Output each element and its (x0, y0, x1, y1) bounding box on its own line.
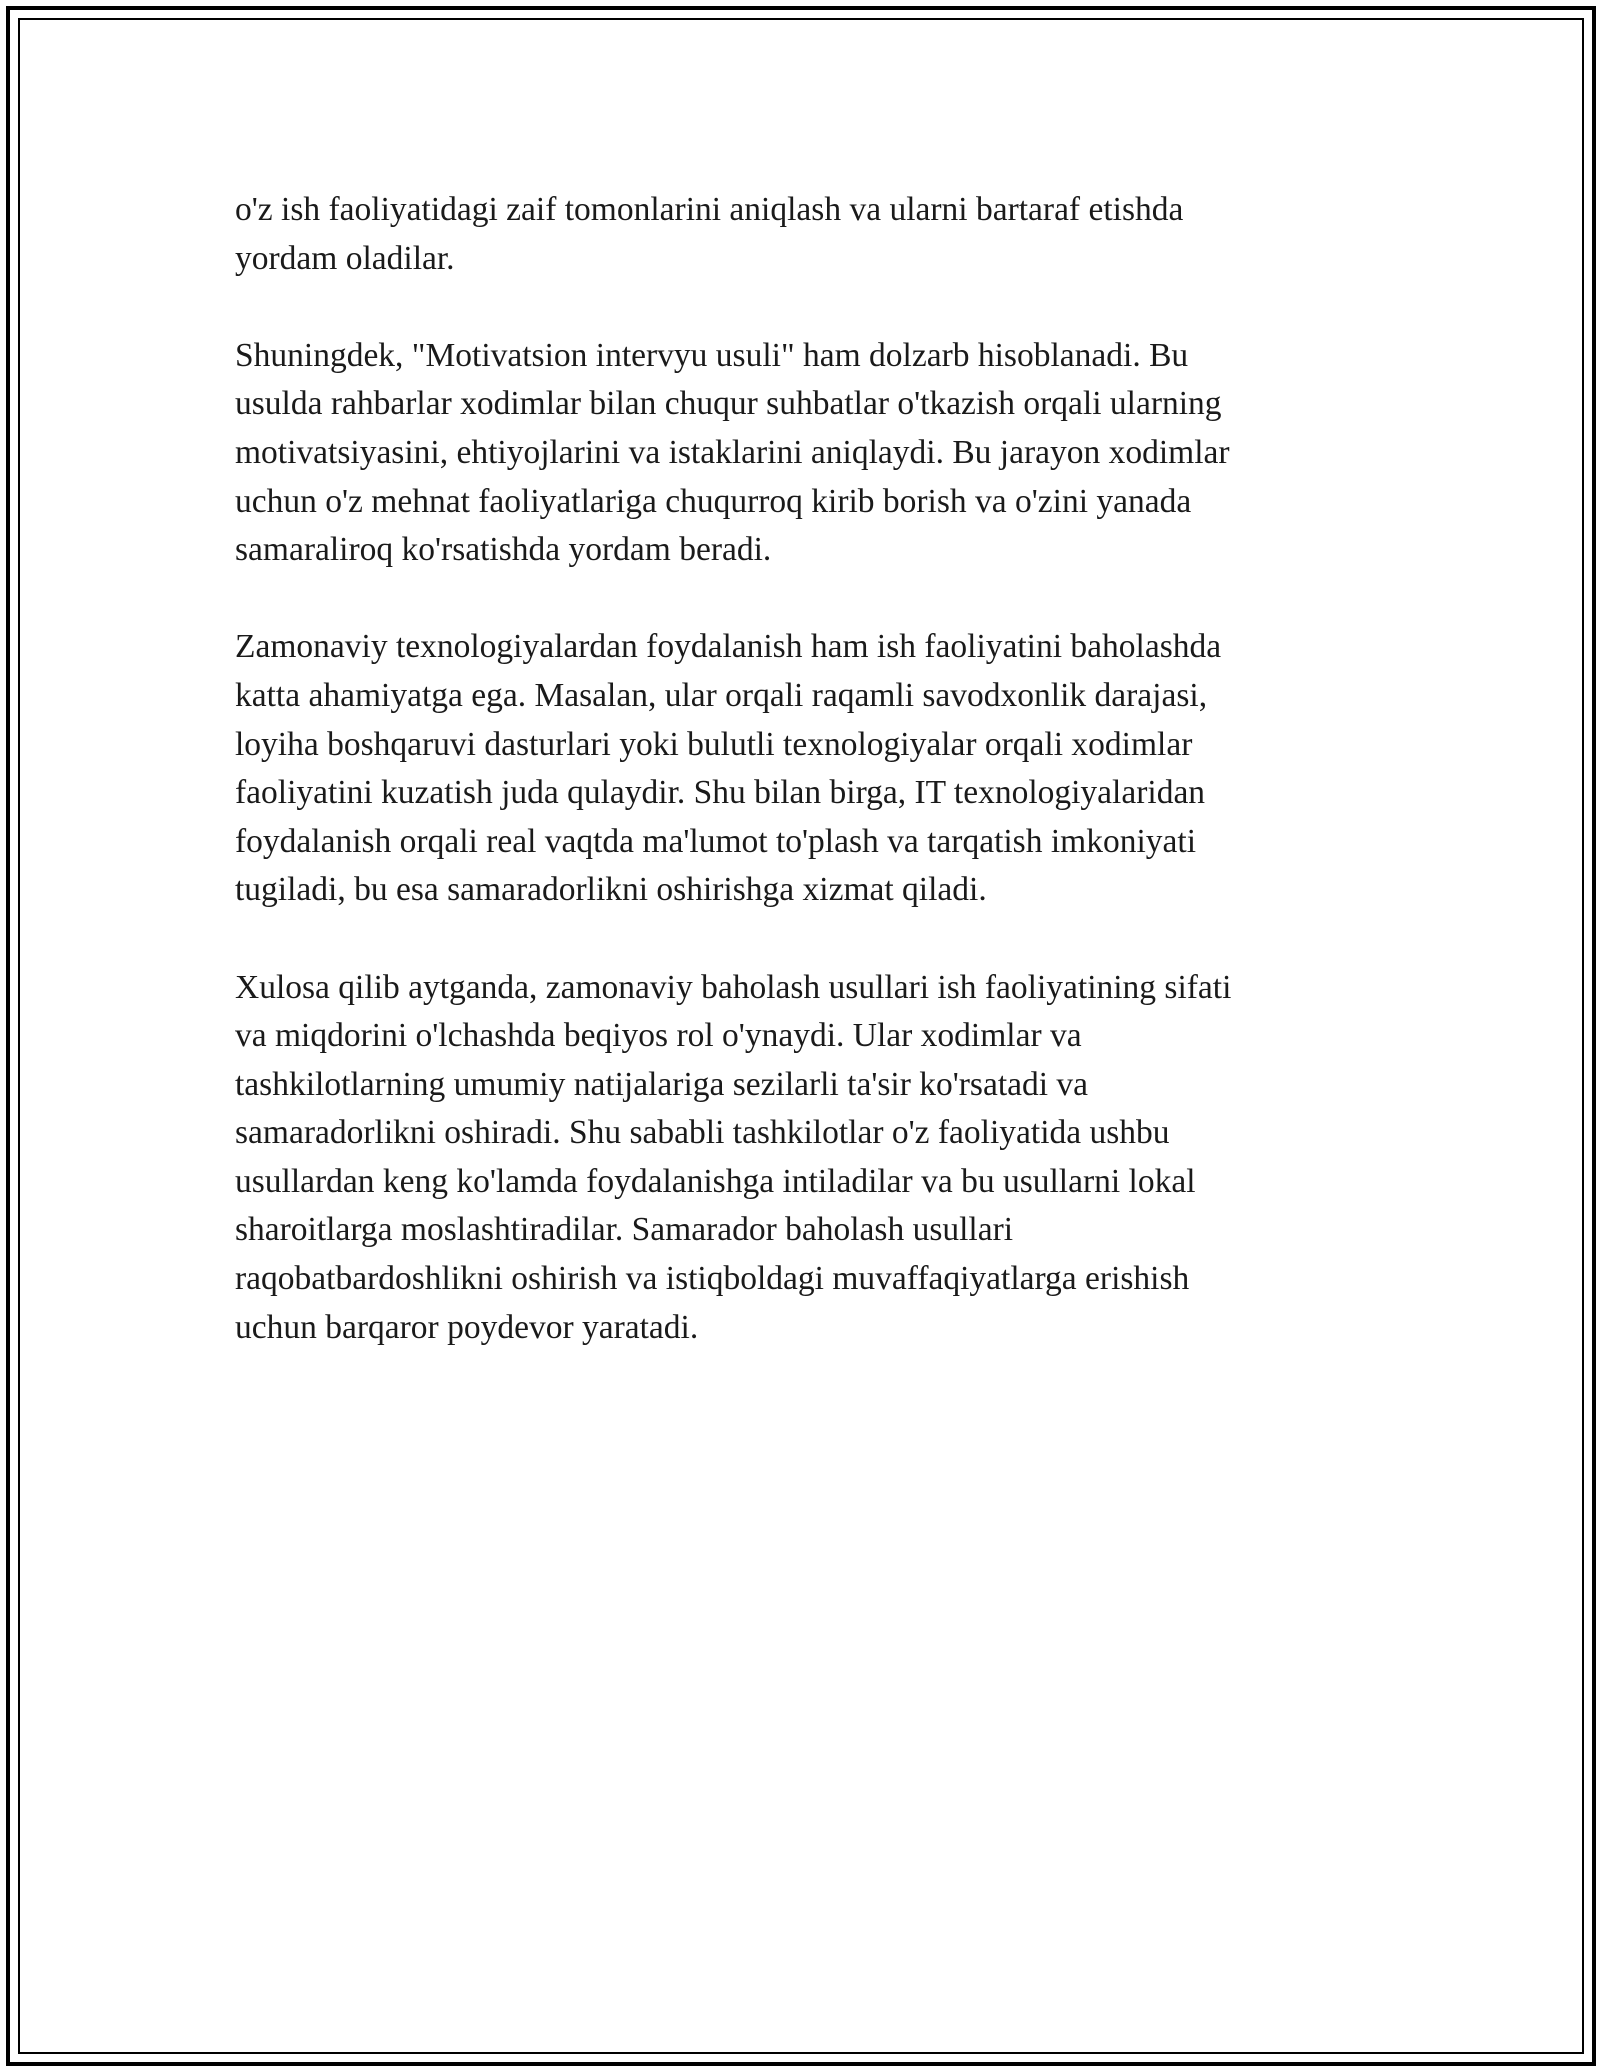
paragraph-1: o'z ish faoliyatidagi zaif tomonlarini aniqlash va ularni bartaraf etishda yordam oladilar. (235, 191, 1184, 277)
paragraph-4: Xulosa qilib aytganda, zamonaviy baholash usullari ish faoliyatining sifati va miqdorini o'lchashda beqiyos rol o'ynaydi. Ular xodimlar va tashkilotlarning umumiy natijalariga sezilarli ta'sir ko'rsatadi va samaradorlikni oshiradi. Shu sababli tashkilotlar o'z faoliyatida ushbu usullardan keng ko'lamda foydalanishga intiladilar va bu usullarni lokal sharoitlarga moslashtiradilar. Samarador baholash usullari raqobatbardoshlikni oshirish va istiqboldagi muvaffaqiyatlarga erishish uchun barqaror poydevor yaratadi. (235, 968, 1232, 1346)
paragraph-3: Zamonaviy texnologiyalardan foydalanish ham ish faoliyatini baholashda katta ahamiyatga ega. Masalan, ular orqali raqamli savodxonlik darajasi, loyiha boshqaruvi dasturlari yoki bulutli texnologiyalar orqali xodimlar faoliyatini kuzatish juda qulaydir. Shu bilan birga, IT texnologiyalaridan foydalanish orqali real vaqtda ma'lumot to'plash va tarqatish imkoniyati tugiladi, bu esa samaradorlikni oshirishga xizmat qiladi. (235, 628, 1222, 909)
document-body (235, 186, 1365, 1401)
paragraph-2: Shuningdek, "Motivatsion intervyu usuli" ham dolzarb hisoblanadi. Bu usulda rahbarlar xodimlar bilan chuqur suhbatlar o'tkazish orqali ularning motivatsiyasini, ehtiyojlarini va istaklarini aniqlaydi. Bu jarayon xodimlar uchun o'z mehnat faoliyatlariga chuqurroq kirib borish va o'zini yanada samaraliroq ko'rsatishda yordam beradi. (235, 336, 1230, 569)
